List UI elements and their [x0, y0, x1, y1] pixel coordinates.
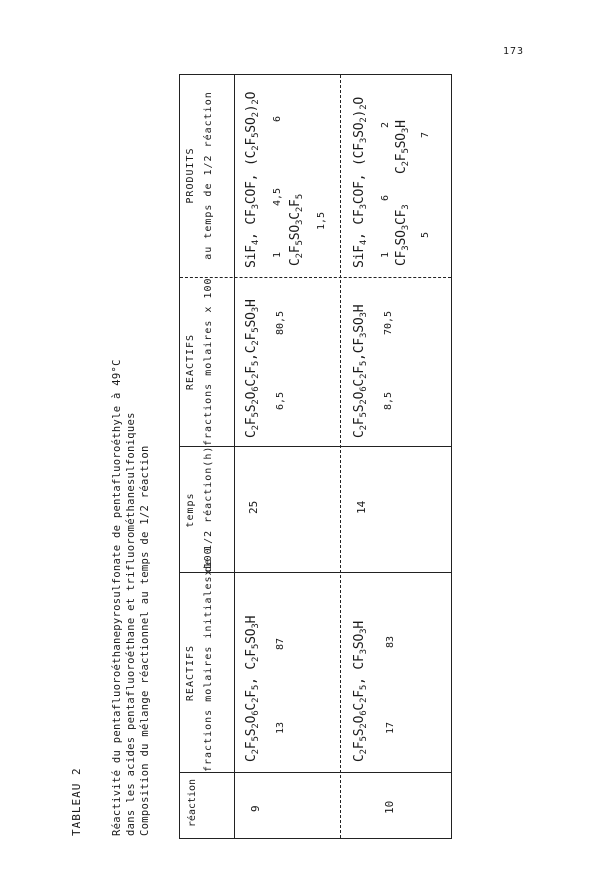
header-initial-reactants [182, 547, 218, 772]
initial-fraction: 87 [275, 637, 286, 650]
half-reactants-formula: $C_2F_5S_2O_6C_2F_5,C_2F_5SO_3H$ [244, 299, 261, 438]
products-formula-2: $C_2F_5SO_3C_2F_5$ [288, 194, 305, 266]
table-caption [110, 359, 152, 836]
half-fraction: 8,5 [383, 391, 394, 410]
half-reaction-time: 25 [247, 500, 260, 514]
header-half-time [182, 445, 218, 572]
product-fraction: 4,5 [272, 187, 283, 206]
half-reaction-time: 14 [355, 500, 368, 514]
column-divider [180, 572, 451, 573]
header-half-reactants [182, 278, 218, 446]
initial-reactants-formula: $C_2F_5S_2O_6C_2F_5$, $C_2F_5SO_3H$ [244, 615, 261, 762]
products-formula: SiF$_4$, $CF_3COF$, $(C_2F_5SO_2)_2O$ [244, 91, 261, 268]
header-initial-reactants-title: REACTIFS [185, 644, 196, 702]
column-divider [180, 446, 451, 447]
row-divider-dashed [340, 75, 341, 838]
header-products [182, 74, 218, 277]
half-fraction: 6,5 [275, 391, 286, 410]
product-fraction: 2 [380, 121, 391, 128]
product-fraction: 6 [380, 194, 391, 201]
rotated-content [70, 71, 518, 836]
reaction-number: 9 [249, 805, 262, 812]
header-products-sub: au temps de 1/2 réaction [203, 91, 214, 260]
products-formula-2: $CF_3SO_3CF_3$ $C_2F_5SO_3H$ [394, 120, 411, 266]
half-reactants-formula: $C_2F_5S_2O_6C_2F_5,CF_3SO_3H$ [352, 304, 369, 438]
data-table [179, 74, 452, 839]
products-formula: SiF$_4$, $CF_3COF$, $(CF_3SO_2)_2O$ [352, 96, 369, 268]
header-divider [234, 75, 235, 838]
product-fraction: 6 [272, 115, 283, 122]
reaction-number: 10 [383, 800, 396, 814]
header-initial-reactants-sub: fractions molaires initialesx100 [203, 547, 214, 772]
product-fraction: 1 [272, 251, 283, 258]
half-fraction: 70,5 [383, 310, 394, 335]
initial-fraction: 83 [385, 635, 396, 648]
column-divider-dashed [180, 277, 451, 278]
caption-line-3: Composition du mélange réactionnel au temps de 1/2 réaction [139, 445, 151, 836]
half-fraction: 80,5 [275, 310, 286, 335]
column-divider [180, 772, 451, 773]
header-products-title: PRODUITS [185, 147, 196, 204]
product-fraction: 5 [420, 231, 431, 238]
initial-reactants-formula: $C_2F_5S_2O_6C_2F_5$, $CF_3SO_3H$ [352, 620, 369, 762]
product-fraction: 1 [380, 251, 391, 258]
table-title: TABLEAU 2 [70, 767, 83, 836]
header-reaction: réaction [187, 778, 198, 828]
header-half-time-sub: de 1/2 réaction(h) [203, 445, 214, 572]
header-half-reactants-sub: fractions molaires x 100 [203, 277, 214, 446]
caption-line-2: dans les acides pentafluoroéthane et trifluorométhanesulfoniques [125, 412, 137, 836]
page-number: 173 [503, 46, 525, 57]
product-fraction: 1,5 [316, 211, 327, 230]
initial-fraction: 17 [385, 721, 396, 734]
header-half-reactants-title: REACTIFS [185, 333, 196, 391]
product-fraction: 7 [420, 131, 431, 138]
caption-line-1: Réactivité du pentafluoroéthanepyrosulfonate de pentafluoroéthyle à 49°C [111, 359, 123, 836]
initial-fraction: 13 [275, 721, 286, 734]
header-half-time-title: temps [185, 492, 196, 528]
